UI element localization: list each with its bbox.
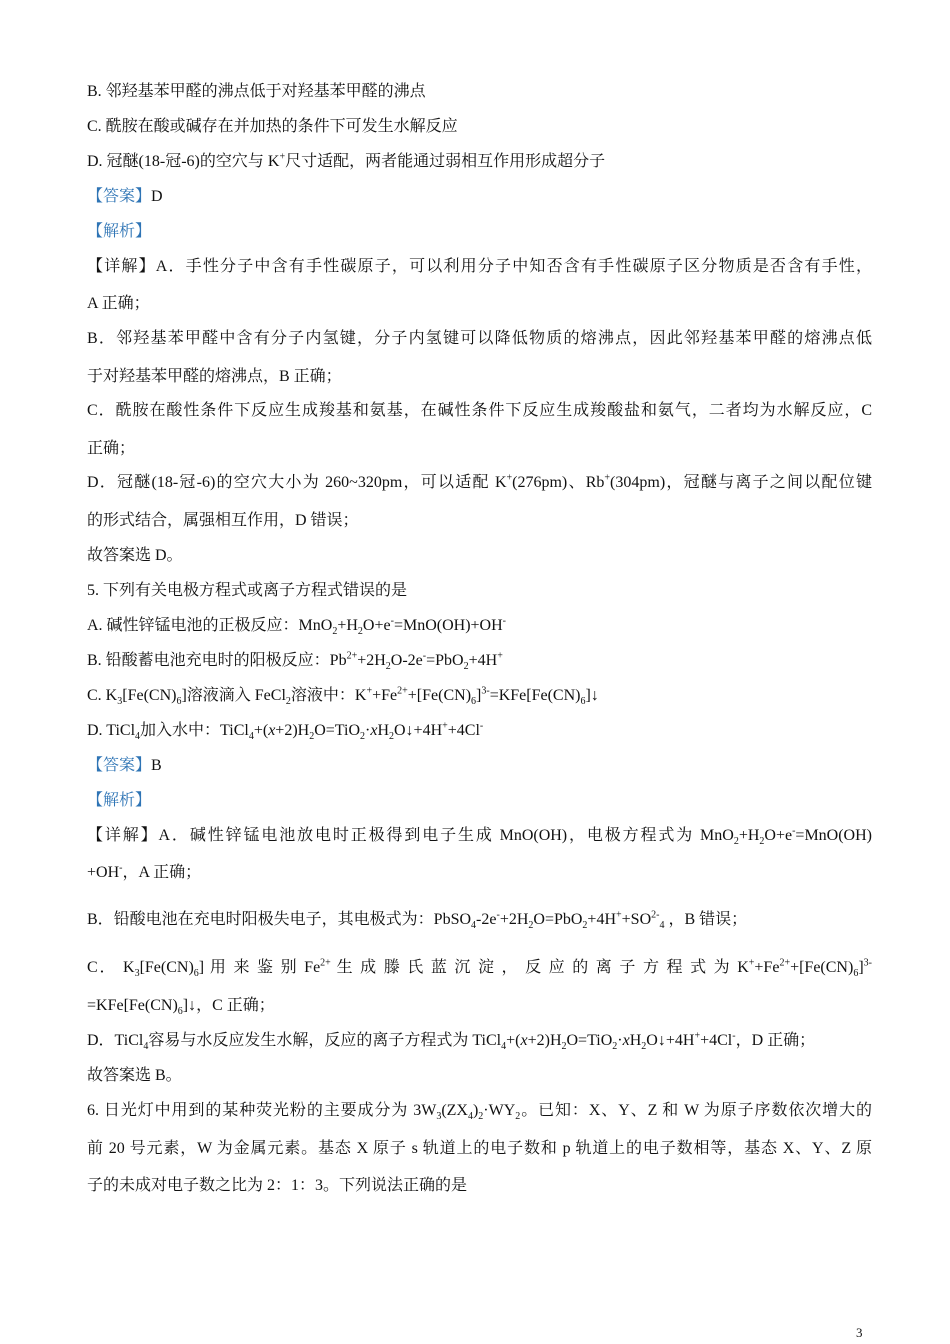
text-run: B. 铅酸蓄电池充电时的阳极反应：Pb xyxy=(87,652,347,669)
sub-text: 6 xyxy=(193,968,199,980)
text-line xyxy=(87,958,872,978)
text-run: O=TiO xyxy=(566,1032,613,1049)
text-line xyxy=(87,1066,182,1086)
sup-text: - xyxy=(502,615,506,627)
text-run: O↓+4H xyxy=(646,1032,695,1049)
sup-text: + xyxy=(604,472,611,484)
sup-text: - xyxy=(119,862,123,874)
text-line xyxy=(87,616,506,636)
text-run: 正确； xyxy=(87,440,136,457)
text-run: B. 邻羟基苯甲醛的沸点低于对羟基苯甲醛的沸点 xyxy=(87,83,426,100)
text-run: ，D 正确； xyxy=(735,1032,816,1049)
text-run: +OH xyxy=(87,864,120,881)
sub-text: 4 xyxy=(467,1111,473,1123)
text-run: +4Cl xyxy=(447,722,480,739)
text-run: 5. 下列有关电极方程式或离子方程式错误的是 xyxy=(87,582,408,599)
text-run: H xyxy=(377,722,389,739)
text-run: +4Cl xyxy=(700,1032,733,1049)
text-line xyxy=(87,329,872,349)
sub-text: 2 xyxy=(385,661,391,673)
sup-text: + xyxy=(366,685,373,697)
text-run: D．冠醚(18-冠-6)的空穴大小为 260~320pm，可以适配 K xyxy=(87,474,507,491)
text-run: B xyxy=(151,757,162,774)
text-run: +Fe xyxy=(754,959,780,976)
sub-text: 2 xyxy=(332,626,338,638)
text-run: 溶液中：K xyxy=(290,687,367,704)
text-run: +[Fe(CN) xyxy=(790,959,854,976)
text-run: +H xyxy=(337,617,358,634)
text-run: D. 冠醚(18-冠-6)的空穴与 K xyxy=(87,153,280,170)
sub-text: 2 xyxy=(478,1111,484,1123)
text-run: 【详解】A．手性分子中含有手性碳原子，可以利用分子中知否含有手性碳原子区分物质是否含有手性， xyxy=(87,258,872,275)
text-line xyxy=(87,257,872,277)
sub-text: 2 xyxy=(733,836,739,848)
text-run: ] xyxy=(476,687,482,704)
text-run: =MnO(OH)+OH xyxy=(393,617,503,634)
sub-text: 2 xyxy=(285,696,291,708)
sup-text: - xyxy=(390,615,394,627)
sub-text: 2 xyxy=(463,661,469,673)
sub-text: 2 xyxy=(357,626,363,638)
text-run: =KFe[Fe(CN) xyxy=(489,687,581,704)
text-line xyxy=(87,791,151,811)
text-run: ] 用 来 鉴 别 Fe xyxy=(198,959,321,976)
text-run: 。已知：X、Y、Z 和 W 为原子序数依次增大的 xyxy=(520,1102,872,1119)
text-run: [Fe(CN) xyxy=(139,959,194,976)
text-run: (304pm)，冠醚与离子之间以配位键 xyxy=(610,474,872,491)
text-run: 子的未成对电子数之比为 2：1：3。下列说法正确的是 xyxy=(87,1177,468,1194)
text-run: C. 酰胺在酸或碱存在并加热的条件下可发生水解反应 xyxy=(87,118,458,135)
text-run: +H xyxy=(738,827,760,844)
sub-text: 4 xyxy=(471,920,477,932)
sub-text: 3 xyxy=(134,968,140,980)
sup-text: - xyxy=(479,720,484,732)
text-run: ·WY xyxy=(483,1102,516,1119)
text-run: ) xyxy=(472,1102,479,1119)
text-run: C. K xyxy=(87,687,118,704)
text-line xyxy=(87,152,605,172)
sup-text: 2- xyxy=(651,909,660,921)
text-run: D. TiCl xyxy=(87,722,136,739)
sub-text: 3 xyxy=(436,1111,442,1123)
text-run: -2e xyxy=(476,911,497,928)
sup-text: 2+ xyxy=(397,685,408,697)
sub-text: 2 xyxy=(528,920,534,932)
text-run: (276pm)、Rb xyxy=(512,474,605,491)
text-run: +SO xyxy=(621,911,652,928)
sup-text: - xyxy=(792,825,796,837)
sub-text: 3 xyxy=(117,696,123,708)
sub-text: 4 xyxy=(659,920,665,932)
text-run: ]溶液滴入 FeCl xyxy=(181,687,286,704)
text-run: [Fe(CN) xyxy=(122,687,177,704)
text-line xyxy=(87,546,183,566)
sup-text: + xyxy=(616,909,622,921)
i-text: x xyxy=(268,722,276,739)
sub-text: 6 xyxy=(853,968,859,980)
text-run: D xyxy=(151,188,163,205)
text-line xyxy=(87,1101,872,1121)
text-run: +2H xyxy=(499,911,529,928)
sub-text: 2 xyxy=(515,1111,521,1123)
sub-text: 6 xyxy=(471,696,477,708)
sub-text: 2 xyxy=(759,836,765,848)
text-run: H xyxy=(629,1032,642,1049)
text-run: B．邻羟基苯甲醛中含有分子内氢键，分子内氢键可以降低物质的熔沸点，因此邻羟基苯甲醛的熔沸点低 xyxy=(87,330,872,347)
i-text: x xyxy=(370,722,378,739)
text-line xyxy=(87,863,201,883)
text-run: O↓+4H xyxy=(394,722,443,739)
text-run: O=TiO xyxy=(314,722,360,739)
text-line xyxy=(87,294,150,314)
sub-text: 2 xyxy=(561,1041,567,1053)
i-text: x xyxy=(520,1032,528,1049)
text-line xyxy=(87,187,163,207)
sup-text: 3- xyxy=(863,957,872,969)
section-label: 【答案】 xyxy=(87,757,152,774)
sub-text: 2 xyxy=(389,731,394,743)
text-run: 故答案选 B。 xyxy=(87,1067,182,1084)
text-line xyxy=(87,1031,815,1051)
text-run: 尺寸适配，两者能通过弱相互作用形成超分子 xyxy=(285,153,606,170)
text-run: =MnO(OH) xyxy=(795,827,872,844)
sup-text: + xyxy=(497,650,503,662)
text-line xyxy=(87,826,872,846)
text-run: +2)H xyxy=(527,1032,562,1049)
section-label: 【解析】 xyxy=(87,792,152,809)
sup-text: + xyxy=(506,472,513,484)
sub-text: 6 xyxy=(176,696,182,708)
sub-text: 2 xyxy=(641,1041,647,1053)
sub-text: 2 xyxy=(309,731,315,743)
text-line xyxy=(87,756,162,776)
text-line xyxy=(87,401,872,421)
text-line xyxy=(87,1176,467,1196)
text-line xyxy=(87,1139,872,1159)
text-run: O=PbO xyxy=(533,911,583,928)
text-run: +4H xyxy=(587,911,616,928)
text-run: 容易与水反应发生水解，反应的离子方程式为 TiCl xyxy=(148,1032,502,1049)
text-line xyxy=(87,910,747,930)
text-run: 的形式结合，属强相互作用，D 错误； xyxy=(87,512,359,529)
sup-text: 3- xyxy=(481,685,490,697)
sub-text: 4 xyxy=(143,1041,149,1053)
text-line xyxy=(87,367,342,387)
text-run: 生 成 滕 氏 蓝 沉 淀 ， 反 应 的 离 子 方 程 式 为 K xyxy=(330,959,749,976)
text-run: B．铅酸电池在充电时阳极失电子，其电极式为：PbSO xyxy=(87,911,472,928)
sub-text: 4 xyxy=(248,731,254,743)
text-run: O+e xyxy=(362,617,391,634)
text-run: +[Fe(CN) xyxy=(407,687,472,704)
text-run: +4H xyxy=(468,652,498,669)
sub-text: 4 xyxy=(501,1041,507,1053)
text-line xyxy=(87,686,599,706)
text-run: 于对羟基苯甲醛的熔沸点，B 正确； xyxy=(87,368,342,385)
i-text: x xyxy=(622,1032,630,1049)
text-run: D．TiCl xyxy=(87,1032,144,1049)
text-run: 加入水中：TiCl xyxy=(140,722,249,739)
text-run: · xyxy=(365,722,371,739)
text-run: +Fe xyxy=(372,687,398,704)
sup-text: 2+ xyxy=(346,650,358,662)
text-run: =KFe[Fe(CN) xyxy=(87,997,178,1014)
sup-text: - xyxy=(496,909,500,921)
text-line xyxy=(87,82,426,102)
text-run: ，B 错误； xyxy=(664,911,748,928)
text-line xyxy=(87,439,135,459)
text-line xyxy=(87,473,872,493)
text-run: · xyxy=(617,1032,623,1049)
text-run: (ZX xyxy=(441,1102,468,1119)
sub-text: 6 xyxy=(580,696,586,708)
text-run: +( xyxy=(253,722,269,739)
sup-text: - xyxy=(422,650,427,662)
sup-text: 2+ xyxy=(779,957,791,969)
sup-text: + xyxy=(694,1030,701,1042)
sup-text: 2+ xyxy=(320,957,331,969)
text-run: 【详解】A．碱性锌锰电池放电时正极得到电子生成 MnO(OH)，电极方程式为 MnO xyxy=(87,827,734,844)
page-number: 3 xyxy=(856,1325,863,1340)
text-run: +2H xyxy=(357,652,386,669)
section-label: 【解析】 xyxy=(87,223,152,240)
sub-text: 4 xyxy=(135,731,141,743)
text-line xyxy=(87,721,483,741)
sup-text: + xyxy=(279,151,286,163)
text-run: +2)H xyxy=(275,722,310,739)
text-line xyxy=(87,511,359,531)
text-line xyxy=(87,651,503,671)
text-run: 前 20 号元素，W 为金属元素。基态 X 原子 s 轨道上的电子数和 p 轨道上的电子数相等，基态 X、Y、Z 原 xyxy=(87,1140,872,1157)
text-run: C． K xyxy=(87,959,135,976)
text-run: C．酰胺在酸性条件下反应生成羧基和氨基，在碱性条件下反应生成羧酸盐和氨气，二者均为水解反应，C xyxy=(87,402,872,419)
sub-text: 2 xyxy=(360,731,365,743)
text-run: ，A 正确； xyxy=(122,864,202,881)
text-run: A 正确； xyxy=(87,295,150,312)
sub-text: 2 xyxy=(612,1041,618,1053)
text-run: O-2e xyxy=(390,652,423,669)
text-run: =PbO xyxy=(426,652,464,669)
text-run: 6. 日光灯中用到的某种荧光粉的主要成分为 3W xyxy=(87,1102,437,1119)
text-run: A. 碱性锌锰电池的正极反应：MnO xyxy=(87,617,333,634)
text-run: ]↓，C 正确； xyxy=(182,997,275,1014)
text-run: ] xyxy=(858,959,864,976)
text-run: 故答案选 D。 xyxy=(87,547,183,564)
text-run: ]↓ xyxy=(585,687,599,704)
sup-text: + xyxy=(442,720,448,732)
text-line xyxy=(87,581,407,601)
text-line xyxy=(87,996,275,1016)
text-line xyxy=(87,222,151,242)
text-run: +( xyxy=(506,1032,521,1049)
section-label: 【答案】 xyxy=(87,188,152,205)
sub-text: 6 xyxy=(177,1006,183,1018)
sup-text: - xyxy=(732,1030,736,1042)
sub-text: 2 xyxy=(582,920,588,932)
sup-text: + xyxy=(748,957,755,969)
text-line xyxy=(87,117,458,137)
text-run: O+e xyxy=(764,827,793,844)
